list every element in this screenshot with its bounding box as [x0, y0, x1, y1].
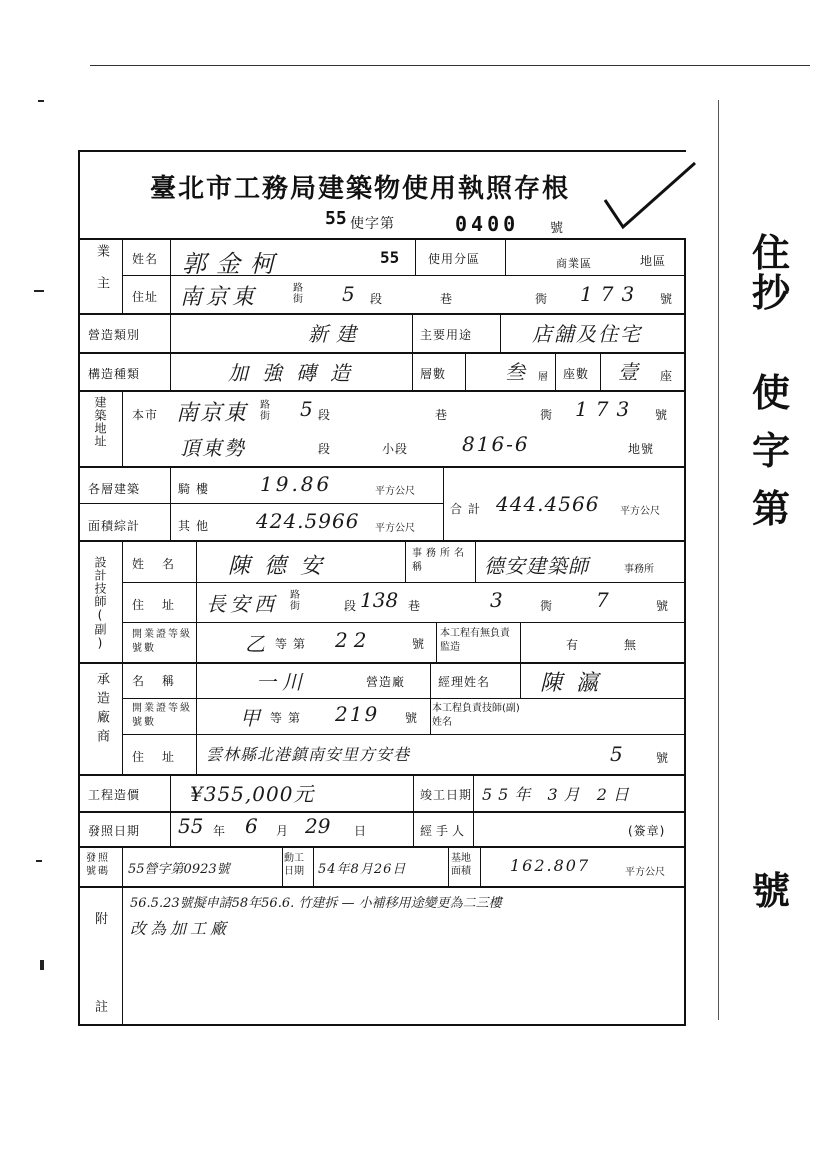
contractor-section-label: 承造廠商 [94, 672, 109, 748]
handler-label: 經手人 [420, 824, 469, 838]
land-section-value: 頂東勢 [180, 436, 246, 460]
main-use-value: 店舖及住宅 [532, 322, 642, 346]
number-suffix: 號 [550, 221, 565, 236]
zone-label: 使用分區 [428, 252, 481, 266]
completion-value: 55年 3月 2日 [482, 785, 635, 804]
scan-mark [34, 290, 44, 292]
land-duan-label: 段 [318, 442, 332, 456]
designer-hao-label: 號 [656, 599, 670, 613]
scan-mark [38, 100, 44, 102]
contractor-manager-value: 陳瀛 [540, 671, 613, 696]
designer-road-label: 路街 [290, 590, 300, 612]
remarks-line-2: 改為加工廠 [130, 919, 231, 938]
supervise-wu: 無 [624, 638, 638, 652]
supervise-you: 有 [566, 638, 580, 652]
permit-type-label: 使字第 [350, 216, 395, 232]
supervise-label: 本工程有無負責監造 [440, 628, 510, 653]
total-label: 合計 [450, 502, 487, 516]
base-label: 基地面積 [451, 853, 471, 877]
seal-label: (簽章) [628, 824, 666, 838]
page-title: 臺北市工務局建築物使用執照存根 [150, 174, 571, 204]
designer-office-label: 事務所名稱 [412, 548, 468, 573]
designer-license-hao: 號 [412, 637, 426, 651]
arcade-label: 騎樓 [178, 482, 215, 496]
scan-mark [40, 960, 44, 970]
structure-label: 構造種類 [88, 367, 141, 381]
designer-road-value: 長安西 [206, 592, 278, 616]
construction-type-value: 新建 [308, 322, 364, 346]
contractor-name-value: 一川 [256, 670, 308, 694]
cost-label: 工程造價 [88, 788, 141, 802]
designer-street-value: 3 [490, 588, 503, 612]
buildings-value: 壹 [618, 360, 638, 384]
owner-street-label: 衖 [535, 292, 549, 306]
area-section-label-1: 各層建築 [88, 482, 141, 496]
owner-year-stamp: 55 [380, 248, 400, 267]
side-char-3: 使 [752, 370, 791, 415]
completion-label: 竣工日期 [420, 788, 473, 802]
permit-number-value: 55營字第0923號 [128, 862, 230, 877]
area-section-label-2: 面積綜計 [88, 519, 141, 533]
side-char-6: 號 [752, 868, 791, 913]
contractor-license-mid: 等第 [270, 711, 307, 725]
main-use-label: 主要用途 [420, 328, 473, 342]
site-house-number: 173 [575, 397, 638, 421]
check-mark [595, 155, 705, 235]
total-unit: 平方公尺 [620, 506, 660, 517]
lot-label: 地號 [628, 442, 655, 456]
zone-suffix: 地區 [640, 254, 667, 268]
issue-day-label: 日 [354, 824, 368, 838]
owner-section-value: 5 [342, 282, 355, 306]
construction-type-label: 營造類別 [88, 328, 141, 342]
floors-value: 叁 [505, 360, 525, 384]
remarks-label-2: 註 [95, 1000, 110, 1015]
lot-number-value: 816-6 [462, 432, 530, 456]
contractor-license-label: 開業證等級號數 [132, 703, 192, 728]
other-value: 424.5966 [256, 509, 360, 533]
contractor-license-hao: 號 [405, 711, 419, 725]
owner-name-value: 郭金柯 [182, 250, 284, 278]
designer-address-label: 住址 [132, 598, 193, 612]
side-char-4: 字 [752, 428, 791, 473]
site-road-label: 路街 [260, 400, 270, 422]
side-char-5: 第 [752, 486, 791, 531]
other-label: 其他 [178, 519, 215, 533]
owner-name-label: 姓名 [132, 252, 159, 266]
owner-hao-label: 號 [660, 292, 674, 306]
contractor-license-number: 219 [335, 702, 380, 726]
designer-street-label: 衖 [540, 599, 554, 613]
scan-mark [90, 65, 810, 66]
side-char-2: 抄 [752, 270, 791, 315]
site-section-label: 建築地址 [93, 396, 107, 448]
designer-license-grade: 乙 [245, 632, 265, 656]
start-value: 54年8月26日 [318, 862, 407, 877]
contractor-engineer-label: 本工程負責技師(副)姓名 [432, 703, 520, 728]
owner-address-label: 住址 [132, 290, 159, 304]
site-lane-label: 巷 [435, 408, 449, 422]
total-value: 444.4566 [496, 492, 600, 516]
contractor-house-number: 5 [610, 742, 623, 766]
start-label: 動工日期 [284, 853, 304, 877]
issue-month-label: 月 [276, 824, 290, 838]
cost-value: ¥355,000元 [190, 782, 315, 806]
arcade-value: 19.86 [260, 472, 333, 496]
owner-section-label: 業 主 [94, 244, 109, 291]
base-value: 162.807 [510, 856, 591, 875]
floors-unit: 層 [538, 372, 548, 383]
remarks-line-1: 56.5.23號擬申請58年56.6. 竹建拆 — 小補移用途變更為二三樓 [130, 896, 502, 911]
designer-house-number: 7 [596, 588, 609, 612]
designer-office-value: 德安建築師 [484, 554, 589, 578]
permit-number: 0400 [455, 212, 520, 236]
designer-lane-value: 138 [360, 588, 399, 612]
designer-name-label: 姓名 [132, 557, 193, 571]
arcade-unit: 平方公尺 [375, 486, 415, 497]
issue-year: 55 [178, 814, 204, 838]
designer-lane-label: 巷 [408, 599, 422, 613]
structure-value: 加強磚造 [228, 361, 364, 385]
contractor-license-grade: 甲 [240, 706, 260, 730]
sub-section-label: 小段 [382, 442, 409, 456]
designer-license-mid: 等第 [275, 637, 312, 651]
site-city-label: 本市 [132, 408, 159, 422]
permit-number-label: 發照號碼 [86, 853, 110, 877]
issue-month: 6 [245, 814, 258, 838]
contractor-factory-label: 營造廠 [366, 675, 406, 689]
site-road-value: 南京東 [176, 401, 249, 426]
owner-house-number: 173 [580, 282, 643, 306]
issue-year-label: 年 [213, 824, 227, 838]
issue-day: 29 [305, 814, 331, 838]
site-duan-label: 段 [318, 408, 332, 422]
buildings-unit: 座 [660, 369, 674, 383]
other-unit: 平方公尺 [375, 523, 415, 534]
designer-license-label: 開業證等級號數 [132, 629, 192, 654]
site-section-value: 5 [300, 397, 313, 421]
scan-mark [36, 860, 42, 862]
base-unit: 平方公尺 [625, 867, 665, 878]
owner-address-road: 南京東 [180, 285, 259, 310]
zone-value: 商業區 [556, 257, 592, 270]
floors-label: 層數 [420, 367, 447, 381]
owner-duan-label: 段 [370, 292, 384, 306]
designer-office-suffix: 事務所 [624, 564, 654, 575]
issue-label: 發照日期 [88, 824, 141, 838]
designer-section-label: 設計技師(副) [93, 556, 107, 651]
buildings-label: 座數 [563, 367, 590, 381]
designer-license-number: 22 [335, 628, 373, 652]
year-prefix: 55 [325, 208, 347, 229]
owner-lane-label: 巷 [440, 292, 454, 306]
contractor-address-value: 雲林縣北港鎮南安里方安巷 [206, 745, 411, 764]
contractor-manager-label: 經理姓名 [438, 675, 491, 689]
site-hao-label: 號 [655, 408, 669, 422]
side-char-1: 住 [752, 230, 791, 275]
remarks-label-1: 附 [95, 912, 110, 927]
scan-mark [718, 100, 719, 1020]
designer-name-value: 陳德安 [228, 554, 337, 579]
contractor-address-label: 住址 [132, 750, 193, 764]
designer-duan-label: 段 [344, 599, 358, 613]
contractor-hao-label: 號 [656, 751, 670, 765]
site-street-label: 衖 [540, 408, 554, 422]
contractor-name-label: 名稱 [132, 674, 193, 688]
owner-road-label: 路街 [293, 283, 303, 305]
